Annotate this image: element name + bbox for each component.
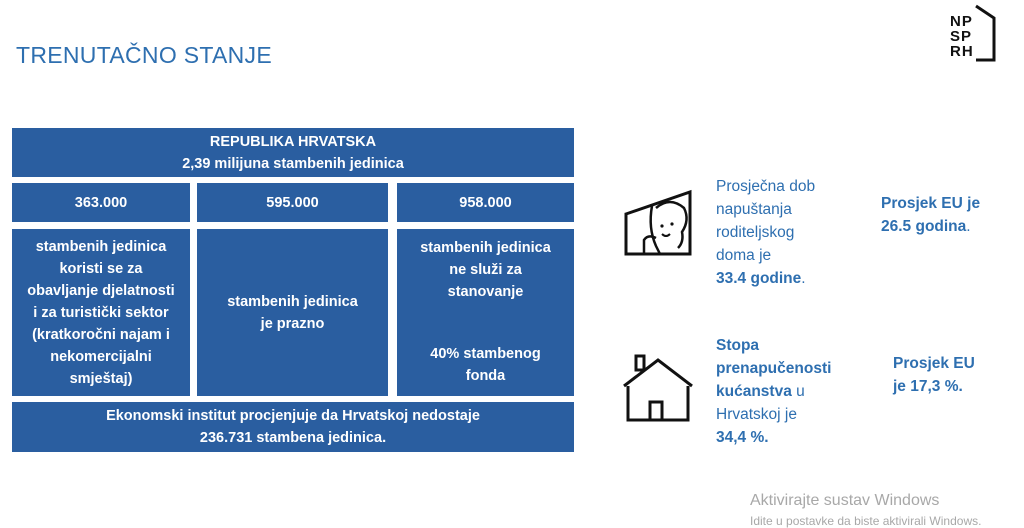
leaving-home-value: 33.4 godine	[716, 270, 802, 287]
windows-activation-watermark: Aktivirajte sustav Windows	[750, 492, 940, 509]
house-icon	[622, 352, 694, 424]
header-total: 2,39 milijuna stambenih jedinica	[182, 155, 404, 172]
npsprh-logo	[946, 4, 998, 62]
table-footer: Ekonomski institut procjenjuje da Hrvatskoj nedostaje 236.731 stambena jedinica.	[12, 402, 574, 452]
header-country: REPUBLIKA HRVATSKA	[209, 133, 377, 150]
overcrowding-stat: Stopa prenapučenosti kućanstva u Hrvatskoj je 34,4 %.	[716, 337, 832, 446]
windows-activation-subtitle: Idite u postavke da biste aktivirali Windows.	[750, 514, 982, 528]
column-1-description: stambenih jedinica koristi se za obavljanje djelatnosti i za turistički sektor (kratkoročni najam i nekomercijalni smještaj)	[12, 229, 190, 396]
column-2-value: 595.000	[197, 183, 388, 222]
column-2-description: stambenih jedinica je prazno	[197, 229, 388, 396]
column-3-extra: 40% stambenog	[430, 346, 541, 362]
logo-text: NP SP RH	[950, 13, 974, 60]
leaving-home-stat: Prosječna dob napuštanja roditeljskog doma je 33.4 godine.	[716, 178, 816, 287]
column-3-description: stambenih jedinica ne služi za stanovanje 40% stambenog fonda	[397, 229, 574, 396]
page-title: TRENUTAČNO STANJE	[16, 42, 272, 68]
leaving-home-eu: Prosjek EU je 26.5 godina.	[881, 195, 981, 235]
overcrowding-eu: Prosjek EU je 17,3 %.	[893, 355, 975, 395]
column-3-value: 958.000	[397, 183, 574, 222]
column-1-value: 363.000	[12, 183, 190, 222]
person-window-icon	[622, 188, 694, 260]
overcrowding-value: 34,4 %.	[716, 429, 769, 446]
table-header	[12, 128, 574, 177]
